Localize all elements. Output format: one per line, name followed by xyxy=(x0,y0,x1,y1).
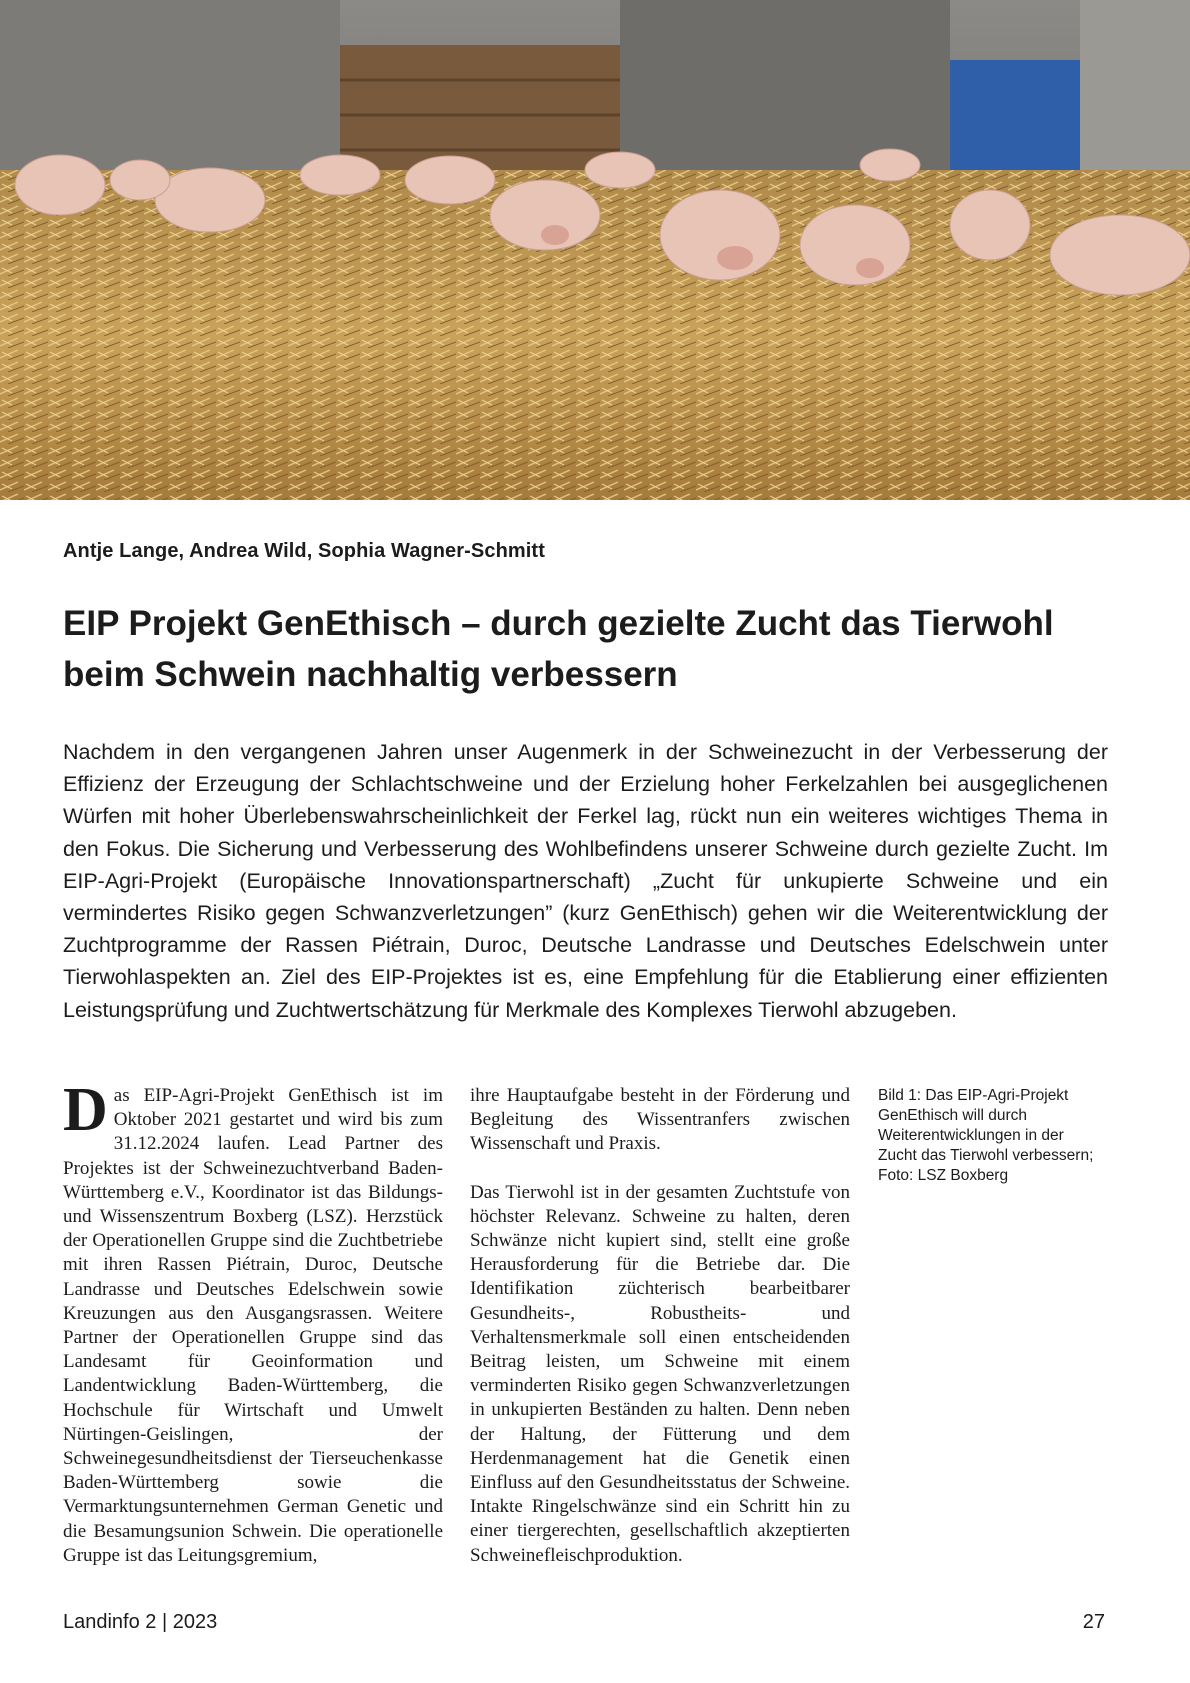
article-intro: Nachdem in den vergangenen Jahren unser Augenmerk in der Schweinezucht in der Verbesserung der Effizienz der Erzeugung der Schlachtschweine und der Erzielung hoher Ferkelzahlen bei ausgeglichenen Würfen mit hoher Überlebenswahrscheinlichkeit der Ferkel lag, rückt nun ein weiteres wichtiges Thema in den Fokus. Die Sicherung und Verbesserung des Wohlbefindens unserer Schweine durch gezielte Zucht. Im EIP-Agri-Projekt (Europäische Innovationspartnerschaft) „Zucht für unkupierte Schweine und ein vermindertes Risiko gegen Schwanzverletzungen” (kurz GenEthisch) gehen wir die Weiterentwicklung der Zuchtprogramme der Rassen Piétrain, Duroc, Deutsche Landrasse und Deutsches Edelschwein unter Tierwohlaspekten an. Ziel des EIP-Projektes ist es, eine Empfehlung für die Etablierung einer effizienten Leistungsprüfung und Zuchtwertschätzung für Merkmale des Komplexes Tierwohl abzugeben. xyxy=(63,740,1108,1022)
body-column-1 xyxy=(63,1076,443,1568)
footer-page-number: 27 xyxy=(1082,1611,1105,1633)
hero-photo-piglets xyxy=(0,0,1190,500)
drop-cap: D xyxy=(63,1076,108,1144)
photo-caption: Bild 1: Das EIP-Agri-Projekt GenEthisch will durch Weiterentwicklungen in der Zucht das Tierwohl verbessern; Foto: LSZ Boxberg xyxy=(878,1087,1094,1184)
article-authors: Antje Lange, Andrea Wild, Sophia Wagner-Schmitt xyxy=(63,540,545,562)
body-column-2 xyxy=(470,1084,850,1592)
column-2-paragraph-2: Das Tierwohl ist in der gesamten Zuchtstufe von höchster Relevanz. Schweine zu halten, deren Schwänze nicht kupiert sind, stellt eine große Herausforderung für die Betriebe dar. Die Identifikation züchterisch bearbeitbarer Gesundheits-, Robustheits- und Verhaltensmerkmale soll einen entscheidenden Beitrag leisten, um Schweine mit einem verminderten Risiko gegen Schwanzverletzungen in unkupierten Beständen zu halten. Denn neben der Haltung, der Fütterung und dem Herdenmanagement hat die Genetik einen Einfluss auf den Gesundheitsstatus der Schweine. Intakte Ringelschwänze sind ein Schritt hin zu einer tiergerechten, gesellschaftlich akzeptierten Schweinefleischproduktion. xyxy=(470,1181,850,1566)
column-1-text: as EIP-Agri-Projekt GenEthisch ist im Oktober 2021 gestartet und wird bis zum 31.12.2024 laufen. Lead Partner des Projektes ist der Schweinezuchtverband Baden-Württemberg e.V., Koordinator ist das Bildungs- und Wissenszentrum Boxberg (LSZ). Herzstück der Operationellen Gruppe sind die Zuchtbetriebe mit ihren Rassen Piétrain, Duroc, Deutsche Landrasse und Deutsches Edelschwein sowie Kreuzungen aus den Ausgangsrassen. Weitere Partner der Operationellen Gruppe sind das Landesamt für Geoinformation und Landentwicklung Baden-Württemberg, die Hochschule für Wirtschaft und Umwelt Nürtingen-Geislingen, der Schweinegesundheitsdienst der Tierseuchenkasse Baden-Württemberg sowie die Vermarktungsunternehmen German Genetic und die Besamungsunion Schwein. Die operationelle Gruppe ist das Leitungsgremium, xyxy=(63,1085,443,1566)
column-2-paragraph-1: ihre Hauptaufgabe besteht in der Förderung und Begleitung des Wissentranfers zwischen Wissenschaft und Praxis. xyxy=(470,1085,850,1155)
footer-publication: Landinfo 2 | 2023 xyxy=(63,1611,218,1633)
article-title: EIP Projekt GenEthisch – durch gezielte Zucht das Tierwohl beim Schwein nachhaltig verbessern xyxy=(63,604,1054,694)
